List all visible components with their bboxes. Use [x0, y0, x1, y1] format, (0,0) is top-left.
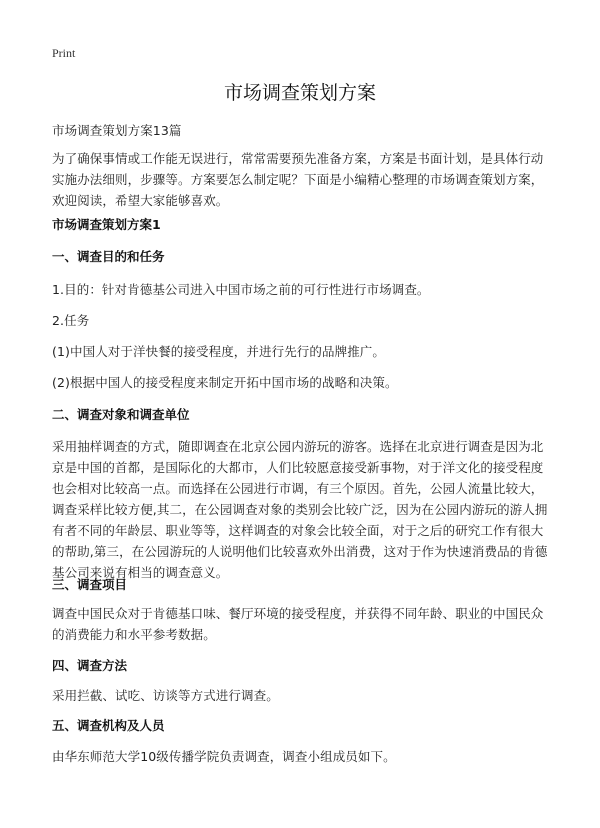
section-1-paragraph-2: 2.任务 — [52, 313, 90, 328]
section-5-heading: 五、调查机构及人员 — [52, 718, 165, 733]
section-1-heading: 一、调查目的和任务 — [52, 249, 165, 264]
section-5-paragraph-1: 由华东师范大学10级传播学院负责调查，调查小组成员如下。 — [52, 749, 396, 764]
plan-title: 市场调查策划方案1 — [52, 217, 161, 232]
section-4-heading: 四、调查方法 — [52, 658, 128, 673]
intro-paragraph: 为了确保事情或工作能无误进行，常常需要预先准备方案，方案是书面计划，是具体行动实施办法细则，步骤等。方案要怎么制定呢？下面是小编精心整理的市场调查策划方案，欢迎阅读，希望大家能够喜欢。 — [52, 151, 544, 208]
page-title: 市场调查策划方案 — [223, 82, 376, 104]
section-2-heading: 二、调查对象和调查单位 — [52, 407, 190, 422]
section-3-paragraph-1: 调查中国民众对于肯德基口味、餐厅环境的接受程度，并获得不同年龄、职业的中国民众的消费能力和水平参考数据。 — [52, 606, 544, 642]
section-1-paragraph-3: (1)中国人对于洋快餐的接受程度，并进行先行的品牌推广。 — [52, 344, 386, 359]
subtitle: 市场调查策划方案13篇 — [52, 123, 182, 138]
section-4-paragraph-1: 采用拦截、试吃、访谈等方式进行调查。 — [52, 688, 279, 703]
section-3-heading: 三、调查项目 — [52, 577, 128, 592]
section-1-paragraph-1: 1.目的：针对肯德基公司进入中国市场之前的可行性进行市场调查。 — [52, 282, 430, 297]
section-1-paragraph-4: (2)根据中国人的接受程度来制定开拓中国市场的战略和决策。 — [52, 375, 398, 390]
section-2-paragraph-1: 采用抽样调查的方式，随即调查在北京公园内游玩的游客。选择在北京进行调查是因为北京是中国的首都，是国际化的大都市，人们比较愿意接受新事物，对于洋文化的接受程度也会相对比较高一点。而选择在公园进行市调，有三个原因。首先，公园人流量比较大，调查采样比较方便,其二，在公园调查对象的类别会比较广泛，因为在公园内游玩的游人拥有者不同的年龄层、职业等等，这样调查的对象会比较全面，对于之后的研究工作有很大的帮助,第三，在公园游玩的人说明他们比较喜欢外出消费，这对于作为快速消费品的肯德基公司来说有相当的调查意义。 — [52, 439, 548, 580]
print-link[interactable]: Print — [52, 46, 76, 60]
